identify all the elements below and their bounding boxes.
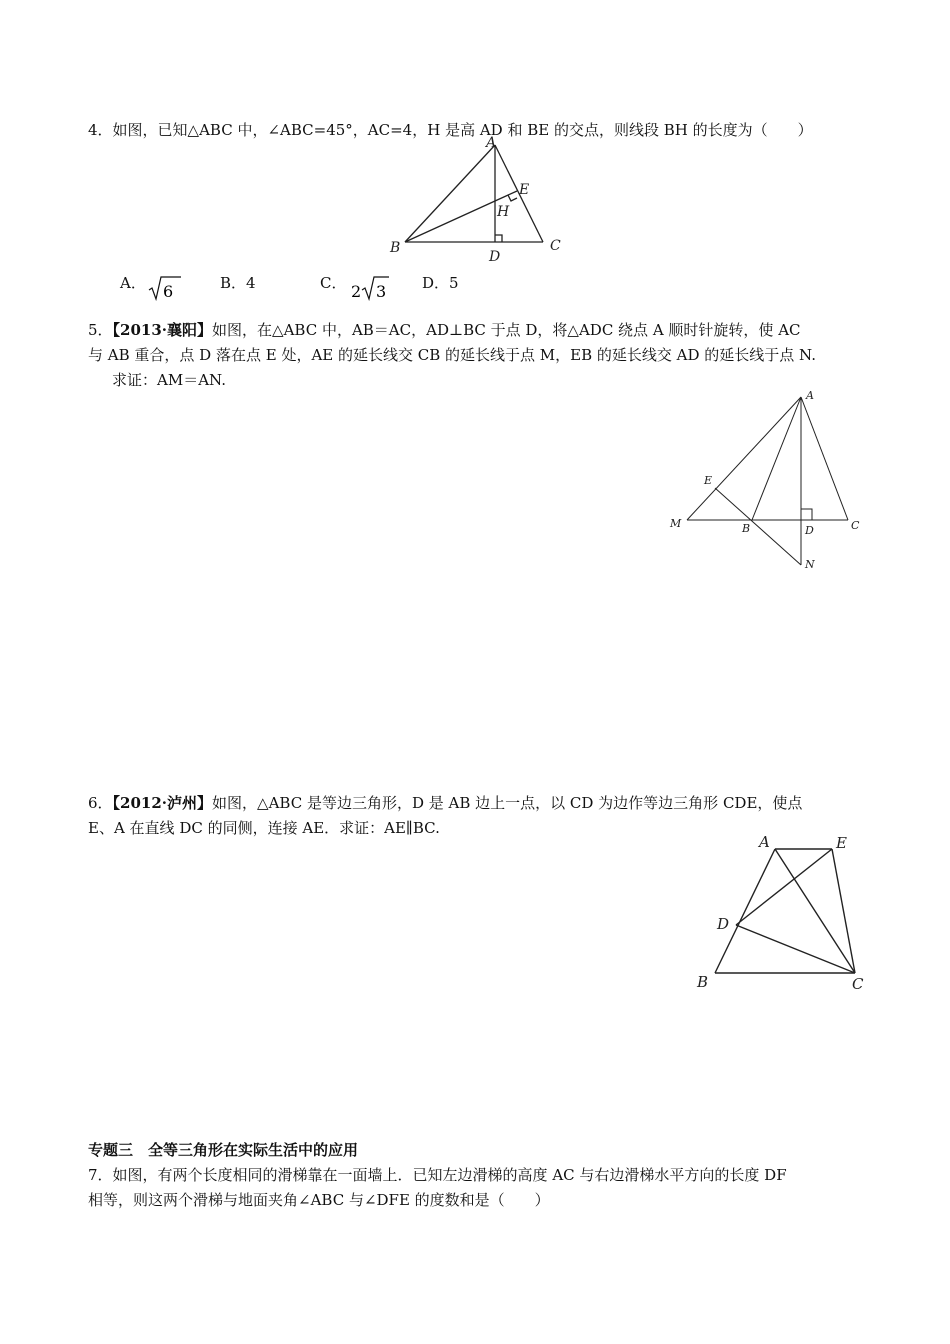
q6-figure bbox=[690, 830, 875, 1000]
q5-prove: 求证：AM＝AN. bbox=[112, 371, 226, 389]
q6-line1-text: 如图，△ABC 是等边三角形，D 是 AB 边上一点，以 CD 为边作等边三角形 CDE，使点 bbox=[212, 794, 803, 812]
q5-figure bbox=[665, 385, 875, 575]
q5-label-n: N bbox=[805, 558, 815, 571]
q6-source: 【2012·泸州】 bbox=[112, 794, 213, 812]
q4-option-c-radicand: 3 bbox=[376, 282, 387, 301]
q4-option-a-sqrt-icon bbox=[148, 274, 182, 302]
q5-label-m: M bbox=[670, 517, 682, 530]
q4-option-a-radicand: 6 bbox=[163, 282, 174, 301]
q6-line2: E、A 在直线 DC 的同侧，连接 AE．求证：AE∥BC. bbox=[88, 819, 440, 837]
q4-stem: 4．如图，已知△ABC 中，∠ABC=45°，AC=4，H 是高 AD 和 BE 的交点，则线段 BH 的长度为（ ） bbox=[88, 121, 813, 139]
q5-label-e: E bbox=[704, 474, 713, 487]
q6-label-e: E bbox=[836, 834, 847, 852]
q6-line1 bbox=[88, 793, 802, 813]
q6-label-b: B bbox=[697, 973, 709, 991]
q5-line2: 与 AB 重合，点 D 落在点 E 处，AE 的延长线交 CB 的延长线于点 M，EB 的延长线交 AD 的延长线于点 N. bbox=[88, 346, 816, 364]
q4-option-c-coef: 2 bbox=[351, 282, 362, 301]
q4-option-a-label: A． bbox=[120, 274, 146, 292]
q5-label-d: D bbox=[805, 524, 814, 537]
q4-option-d: D．5 bbox=[422, 274, 459, 292]
q5-label-a: A bbox=[806, 389, 814, 402]
q4-option-c-sqrt-icon bbox=[350, 274, 390, 302]
q5-label-b: B bbox=[742, 522, 751, 535]
q5-line1-text: 如图，在△ABC 中，AB＝AC，AD⊥BC 于点 D，将△ADC 绕点 A 顺时针旋转，使 AC bbox=[212, 321, 801, 339]
q7-line2: 相等，则这两个滑梯与地面夹角∠ABC 与∠DFE 的度数和是（ ） bbox=[88, 1191, 550, 1209]
q5-label-c: C bbox=[851, 519, 860, 532]
topic3-heading: 专题三 全等三角形在实际生活中的应用 bbox=[88, 1141, 359, 1159]
q4-option-c-label: C． bbox=[320, 274, 347, 292]
q4-figure bbox=[380, 135, 580, 265]
q4-label-h: H bbox=[497, 204, 510, 220]
q4-label-c: C bbox=[550, 238, 561, 254]
q7-line1: 7．如图，有两个长度相同的滑梯靠在一面墙上．已知左边滑梯的高度 AC 与右边滑梯水平方向的长度 DF bbox=[88, 1166, 787, 1184]
q5-line1 bbox=[88, 320, 801, 340]
q6-label-c: C bbox=[852, 975, 864, 993]
q4-label-e: E bbox=[519, 182, 530, 198]
q4-label-a: A bbox=[486, 135, 497, 151]
q4-option-b: B．4 bbox=[220, 274, 256, 292]
q4-label-d: D bbox=[489, 249, 501, 265]
q4-label-b: B bbox=[390, 240, 401, 256]
q5-source: 【2013·襄阳】 bbox=[112, 321, 213, 339]
q6-label-d: D bbox=[717, 915, 730, 933]
q6-prefix: 6． bbox=[88, 794, 113, 812]
q6-label-a: A bbox=[759, 833, 770, 851]
q5-prefix: 5． bbox=[88, 321, 113, 339]
